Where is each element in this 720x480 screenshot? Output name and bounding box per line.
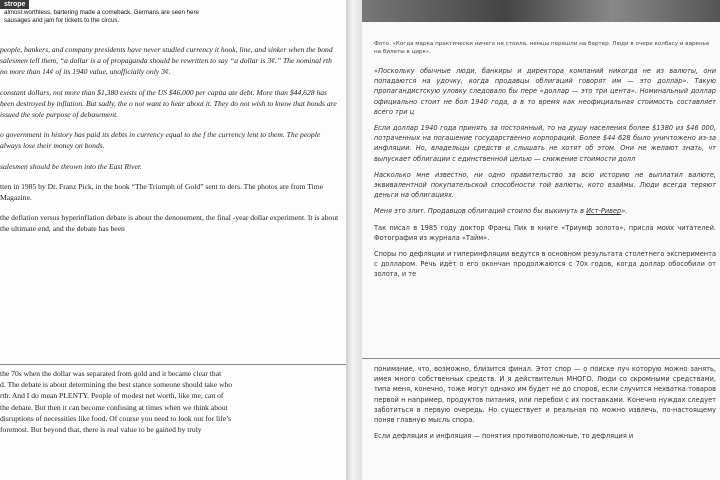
book-gutter bbox=[346, 0, 362, 480]
quote-paragraph-ru: «Поскольку обычные люди, банкиры и директора компаний никогда не из валюты, они попадаются на удочку, когда продавцы облигаций говорят им — это доллар». Такую пропагандистскую уловку следовало бы пере «доллар — это три цента». Номинальный доллар официально стоит не бол 1940 года, а в то время как неофициальная стоимость составляет всего три ц bbox=[374, 67, 716, 116]
attribution-paragraph: tten in 1985 by Dr. Franz Pick, in the book “The Triumph of Gold” sent to ders. The photos are from Time Magazine. bbox=[0, 181, 323, 203]
body-paragraph-ru: понимание, что, возможно, близится финал. Этот спор — о поиске луч которую можно занять, имея много собственных средств. И я действительн МНОГО. Люди со скромными средствами, типа меня, конечно, тоже могут однако им будет не до споров, если случится нехватка товаров первой н например, продуктов питания, или перебои с их поставками. Конечно нуждах следует заботиться в первую очередь. Но существует и реальная по можно извлечь, по-настоящему поняв главную мысль спора. bbox=[374, 365, 716, 425]
page-fold-line bbox=[362, 358, 720, 359]
caption-title: strope bbox=[0, 0, 29, 9]
attribution-paragraph-ru: Так писал в 1985 году доктор Франц Пик в книге «Триумф золота», присла моих читателей. Фотография из журнала «Тайм». bbox=[374, 223, 716, 242]
text-line: the 70s when the dollar was separated from gold and it became clear that bbox=[0, 369, 222, 378]
quote-paragraph: salesmen should be thrown into the East River. bbox=[0, 161, 142, 171]
body-paragraph-ru: Споры по дефляции и гиперинфляции ведутся в основном результата столетнего эксперимента с долларом. Речь идёт о его окончан продолжаются с 70х годов, когда доллар обособили от золота, и те bbox=[374, 250, 716, 279]
text-line: disruptions of necessities like food. Of course you need to look out for life’s bbox=[0, 413, 232, 423]
text-line: d. The debate is about determining the best stance someone should take who bbox=[0, 380, 233, 390]
quote-paragraph: o government in history has paid its debts in currency equal to the f the currency lent to them. The people always lose their money on bonds. bbox=[0, 130, 321, 151]
quote-paragraph-ru: Если доллар 1940 года принять за постоянный, то на душу населения более $1380 из $46 000, потраченных на погашение государственно корпораций. Более $44 628 было уничтожено из-за инфляции. Но, владельцы средств и слышать не хотят об этом. Они не желают знать, чт выпускает облигации с единственной целью — снижение стоимости долл bbox=[374, 124, 716, 163]
quote-block bbox=[0, 44, 340, 244]
quote-paragraph: people, bankers, and company presidents have never studied currency it hook, line, and sinker when the bond salesmen tell them, “a dollar is a of propaganda should be rewritten to say “a dollar is 3¢.” The nominal rth no more than 14¢ of its 1940 value, unofficially only 3¢. bbox=[0, 45, 333, 77]
quote-paragraph: constant dollars, not more than $1,380 exists of the US $46,000 per capita ate debt. More than $44,628 has been destroyed by inflation. But sadly, the o not want to hear about it. They do not wish to know that bonds are issued the sole purpose of debasement. bbox=[0, 87, 337, 120]
quote-paragraph-ru: Насколько мне известно, ни одно правительство за всю историю не выплатил валюте, эквивалентной покупательской способности той валюты, кото взаймы. Люди всегда теряют деньги на облигациях. bbox=[374, 170, 716, 200]
quote-block-ru bbox=[374, 66, 716, 286]
text-line: the debate. But then it can become confusing at times when we think about bbox=[0, 402, 228, 412]
caption-line: almost worthless, bartering made a comeback. Germans are seen here bbox=[4, 9, 199, 17]
continuation-block bbox=[0, 368, 340, 435]
english-page bbox=[0, 0, 346, 480]
east-river-link[interactable]: Ист-Ривер bbox=[586, 207, 622, 216]
historical-photo bbox=[362, 0, 720, 22]
elite-suffix: ». bbox=[621, 207, 628, 216]
page-fold-line bbox=[0, 364, 346, 365]
body-paragraph-ru: Если дефляция и инфляция — понятия противоположные, то дефляция и bbox=[374, 432, 634, 441]
photo-caption bbox=[0, 0, 300, 24]
caption-line: sausages and jam for tickets to the circus. bbox=[4, 16, 120, 24]
photo-caption-ru: Фото. «Когда марка практически ничего не стоила, немцы перешли на бартер. Люди в очере колбасу и варенье на билеты в цирк». bbox=[374, 41, 710, 55]
body-paragraph: the deflation versus hyperinflation debate is about the denouement, the final -year dollar experiment. It is about the ultimate end, and the debate has been bbox=[0, 213, 339, 234]
russian-page bbox=[362, 0, 720, 480]
text-line: foremost. But beyond that, there is real value to be gained by truly bbox=[0, 425, 202, 435]
continuation-block-ru bbox=[374, 364, 716, 447]
text-line: rth. And I do mean PLENTY. People of modest net worth, like me, can of bbox=[0, 391, 224, 401]
elite-text: Меня это злит. Продавцов облигаций стоило бы выкинуть в bbox=[374, 207, 587, 216]
quote-paragraph-ru bbox=[374, 206, 716, 216]
